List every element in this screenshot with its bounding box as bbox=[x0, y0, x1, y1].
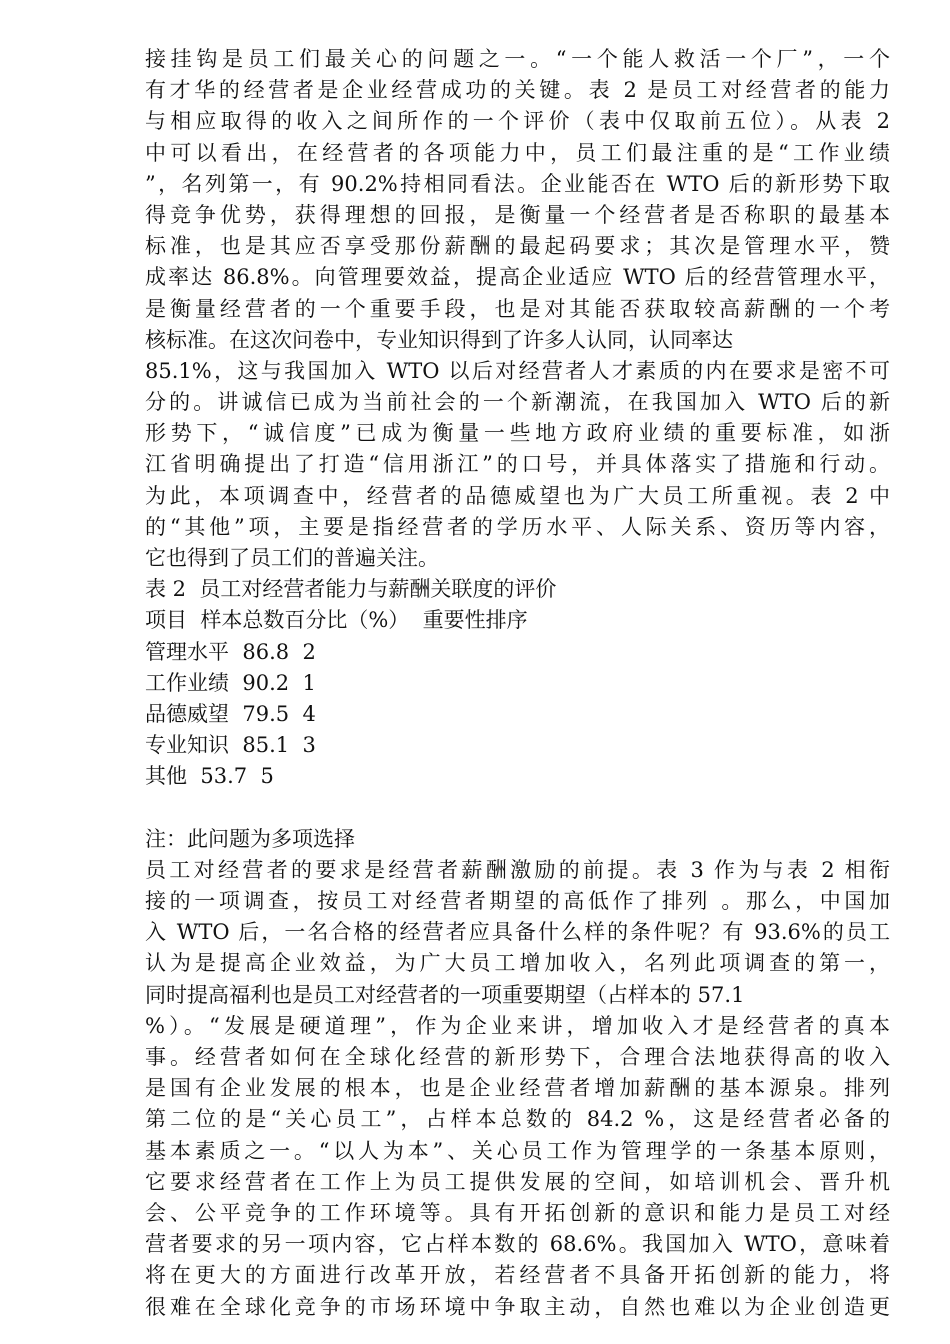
text-line: 江省明确提出了打造“信用浙江”的口号，并具体落实了措施和行动。 bbox=[145, 452, 890, 477]
text-line: 是衡量经营者的一个重要手段，也是对其能否获取较高薪酬的一个考 bbox=[145, 296, 890, 321]
table-title: 表 2 员工对经营者能力与薪酬关联度的评价 bbox=[145, 577, 557, 602]
text-line: 是国有企业发展的根本，也是企业经营者增加薪酬的基本源泉。排列 bbox=[145, 1076, 890, 1101]
text-line: 得竞争优势，获得理想的回报，是衡量一个经营者是否称职的最基本 bbox=[145, 202, 890, 227]
table-row: 管理水平 86.8 2 bbox=[145, 639, 316, 664]
text-line: 会、公平竞争的工作环境等。具有开拓创新的意识和能力是员工对经 bbox=[145, 1200, 890, 1225]
text-line: 将在更大的方面进行改革开放，若经营者不具备开拓创新的能力，将 bbox=[145, 1263, 890, 1288]
paragraph-2 bbox=[145, 855, 890, 1323]
table-2 bbox=[145, 574, 890, 855]
table-note: 注：此问题为多项选择 bbox=[145, 826, 355, 851]
document-page bbox=[145, 44, 890, 1323]
text-line: %）。“发展是硬道理”，作为企业来讲，增加收入才是经营者的真本 bbox=[145, 1013, 890, 1038]
text-line: 与相应取得的收入之间所作的一个评价（表中仅取前五位）。从表 2 bbox=[145, 109, 890, 134]
text-line: 标准，也是其应否享受那份薪酬的最起码要求；其次是管理水平，赞 bbox=[145, 234, 890, 259]
text-line: 形势下，“诚信度”已成为衡量一些地方政府业绩的重要标准，如浙 bbox=[145, 421, 890, 446]
text-line: 认为是提高企业效益，为广大员工增加收入，名列此项调查的第一， bbox=[145, 951, 890, 976]
text-line: 成率达 86.8%。向管理要效益，提高企业适应 WTO 后的经营管理水平， bbox=[145, 265, 890, 290]
text-line: 为此，本项调查中，经营者的品德威望也为广大员工所重视。表 2 中 bbox=[145, 483, 890, 508]
text-line: 员工对经营者的要求是经营者薪酬激励的前提。表 3 作为与表 2 相衔 bbox=[145, 857, 890, 882]
table-header: 项目 样本总数百分比（%） 重要性排序 bbox=[145, 608, 528, 633]
paragraph-1 bbox=[145, 44, 890, 574]
text-line: 同时提高福利也是员工对经营者的一项重要期望（占样本的 57.1 bbox=[145, 982, 745, 1007]
text-line: 它也得到了员工们的普遍关注。 bbox=[145, 546, 439, 570]
text-line: ”，名列第一，有 90.2%持相同看法。企业能否在 WTO 后的新形势下取 bbox=[145, 171, 890, 196]
text-line: 很难在全球化竞争的市场环境中争取主动，自然也难以为企业创造更 bbox=[145, 1294, 890, 1319]
text-line: 接挂钩是员工们最关心的问题之一。“一个能人救活一个厂”，一个 bbox=[145, 47, 890, 71]
text-line: 的“其他”项，主要是指经营者的学历水平、人际关系、资历等内容， bbox=[145, 514, 890, 539]
text-line: 它要求经营者在工作上为员工提供发展的空间，如培训机会、晋升机 bbox=[145, 1169, 890, 1194]
text-line: 85.1%，这与我国加入 WTO 以后对经营者人才素质的内在要求是密不可 bbox=[145, 358, 890, 383]
table-row: 其他 53.7 5 bbox=[145, 764, 274, 789]
text-line: 核标准。在这次问卷中，专业知识得到了许多人认同，认同率达 bbox=[145, 327, 733, 352]
text-line: 营者要求的另一项内容，它占样本数的 68.6%。我国加入 WTO，意味着 bbox=[145, 1232, 890, 1257]
text-line: 入 WTO 后，一名合格的经营者应具备什么样的条件呢？有 93.6%的员工 bbox=[145, 920, 890, 945]
table-row: 品德威望 79.5 4 bbox=[145, 701, 316, 726]
table-row: 专业知识 85.1 3 bbox=[145, 733, 316, 758]
text-line: 分的。讲诚信已成为当前社会的一个新潮流，在我国加入 WTO 后的新 bbox=[145, 390, 890, 415]
spacer bbox=[145, 793, 890, 824]
text-line: 有才华的经营者是企业经营成功的关键。表 2 是员工对经营者的能力 bbox=[145, 78, 890, 103]
text-line: 中可以看出，在经营者的各项能力中，员工们最注重的是“工作业绩 bbox=[145, 140, 890, 165]
text-line: 事。经营者如何在全球化经营的新形势下，合理合法地获得高的收入 bbox=[145, 1045, 890, 1069]
table-row: 工作业绩 90.2 1 bbox=[145, 670, 316, 695]
text-line: 第二位的是“关心员工”，占样本总数的 84.2 %，这是经营者必备的 bbox=[145, 1107, 890, 1132]
text-line: 基本素质之一。“以人为本”、关心员工作为管理学的一条基本原则， bbox=[145, 1138, 890, 1163]
text-line: 接的一项调查，按员工对经营者期望的高低作了排列 。那么，中国加 bbox=[145, 889, 890, 914]
